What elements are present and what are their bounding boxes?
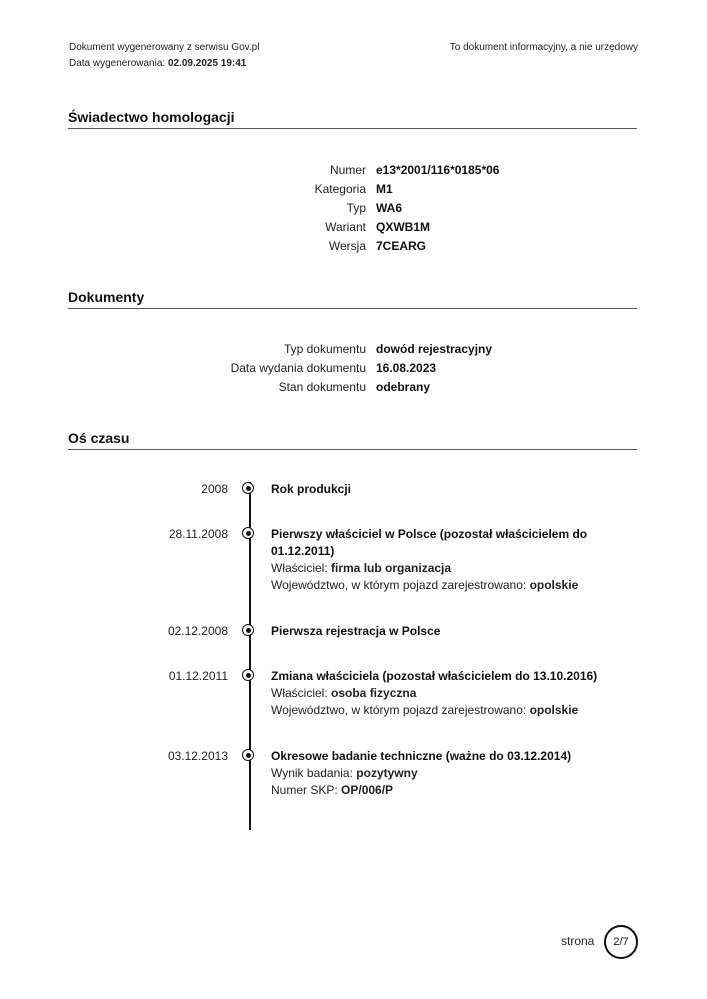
timeline-region-line — [271, 702, 611, 719]
document-status-label: Stan dokumentu — [278, 380, 366, 394]
homologation-version-value: 7CEARG — [376, 239, 427, 253]
homologation-category-row — [0, 180, 707, 199]
timeline-owner-line — [271, 560, 611, 577]
timeline-event-title: Okresowe badanie techniczne (ważne do 03.12.2014) — [271, 749, 572, 763]
timeline-event-title: Pierwszy właściciel w Polsce (pozostał właścicielem do — [271, 527, 588, 541]
owner-value: osoba fizyczna — [331, 686, 417, 700]
generated-date-line — [69, 56, 259, 72]
timeline-marker-icon — [242, 624, 254, 636]
document-issue-date-row — [0, 359, 707, 378]
homologation-category-value: M1 — [376, 182, 393, 196]
timeline-result-line — [271, 765, 611, 782]
document-status-value: odebrany — [376, 380, 431, 394]
page-label: strona — [561, 934, 595, 948]
document-issue-date-value: 16.08.2023 — [376, 361, 437, 375]
timeline-region-line — [271, 577, 611, 594]
generated-date-value: 02.09.2025 19:41 — [167, 58, 247, 69]
homologation-section-title: Świadectwo homologacji — [68, 109, 637, 129]
generated-text: Dokument wygenerowany z serwisu Gov.pl — [69, 42, 260, 53]
timeline-event-title: Zmiana właściciela (pozostał właścicielem do 13.10.2016) — [271, 669, 598, 683]
timeline-event-date: 02.12.2008 — [167, 624, 228, 638]
timeline-section-title: Oś czasu — [68, 430, 637, 450]
homologation-variant-value: QXWB1M — [376, 220, 430, 234]
documents-section-title: Dokumenty — [68, 289, 637, 309]
generation-info — [69, 40, 259, 72]
inspection-result-label: Wynik badania: — [271, 766, 353, 780]
homologation-category-label: Kategoria — [314, 182, 366, 196]
document-issue-date-label: Data wydania dokumentu — [230, 361, 366, 375]
owner-label: Właściciel: — [271, 561, 328, 575]
document-status-row — [0, 378, 707, 397]
timeline-event-body — [271, 748, 611, 799]
timeline-event-date: 2008 — [201, 482, 228, 496]
timeline-skp-line — [271, 782, 611, 799]
timeline-event-body — [271, 526, 611, 594]
region-label: Województwo, w którym pojazd zarejestrowano: — [271, 578, 527, 592]
homologation-type-label: Typ — [346, 201, 366, 215]
timeline-marker-icon — [242, 482, 254, 494]
timeline-event-title-continued: 01.12.2011) — [271, 544, 335, 558]
timeline-marker-icon — [242, 527, 254, 539]
timeline-event-title: Rok produkcji — [271, 482, 352, 496]
owner-label: Właściciel: — [271, 686, 328, 700]
homologation-details — [0, 161, 707, 256]
generated-date-label: Data wygenerowania: — [69, 58, 166, 69]
timeline-event-date: 28.11.2008 — [168, 527, 228, 541]
inspection-result-value: pozytywny — [356, 766, 418, 780]
timeline-event-date: 01.12.2011 — [168, 669, 228, 683]
region-value: opolskie — [529, 703, 579, 717]
timeline-marker-icon — [242, 669, 254, 681]
document-type-label: Typ dokumentu — [283, 342, 366, 356]
region-value: opolskie — [529, 578, 579, 592]
document-type-value: dowód rejestracyjny — [376, 342, 493, 356]
homologation-variant-row — [0, 218, 707, 237]
informational-notice: To dokument informacyjny, a nie urzędowy — [449, 42, 638, 53]
documents-details — [0, 340, 707, 397]
document-type-row — [0, 340, 707, 359]
skp-number-label: Numer SKP: — [271, 783, 338, 797]
homologation-variant-label: Wariant — [325, 220, 366, 234]
owner-value: firma lub organizacja — [331, 561, 452, 575]
timeline-event-title: Pierwsza rejestracja w Polsce — [271, 624, 441, 638]
timeline-event-date: 03.12.2013 — [167, 749, 228, 763]
region-label: Województwo, w którym pojazd zarejestrowano: — [271, 703, 527, 717]
homologation-version-row — [0, 237, 707, 256]
homologation-version-label: Wersja — [328, 239, 366, 253]
homologation-number-value: e13*2001/116*0185*06 — [376, 163, 500, 177]
timeline-event-body — [271, 668, 611, 719]
timeline-event-body — [271, 623, 611, 640]
homologation-number-row — [0, 161, 707, 180]
timeline-event-body — [271, 481, 611, 498]
timeline-owner-line — [271, 685, 611, 702]
timeline-marker-icon — [242, 749, 254, 761]
homologation-type-row — [0, 199, 707, 218]
homologation-number-label: Numer — [329, 163, 366, 177]
page-number-badge: 2/7 — [604, 925, 638, 959]
skp-number-value: OP/006/P — [341, 783, 394, 797]
homologation-type-value: WA6 — [376, 201, 403, 215]
